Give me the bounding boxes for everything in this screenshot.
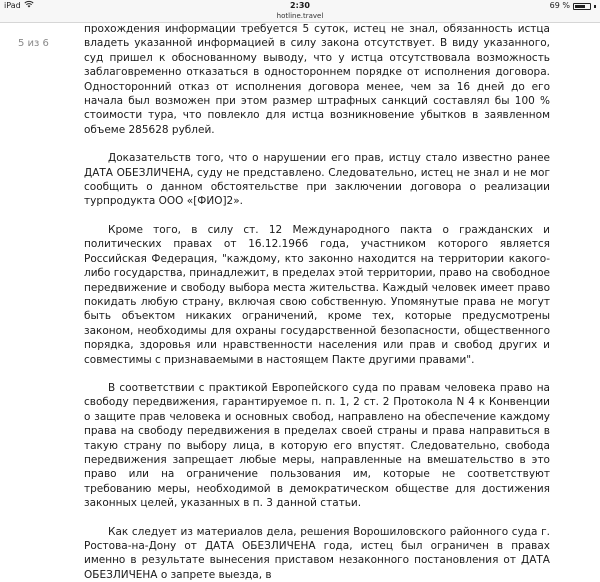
url-text[interactable]: hotline.travel (276, 12, 324, 20)
clock: 2:30 (290, 1, 310, 10)
paragraph-3: Кроме того, в силу ст. 12 Международного пакта о гражданских и политических правах от 16.12.1966 года, участником которого является Российская Федерация, "каждому, кто законно находится на территории какого-либо государства, принадлежит, в пределах этой территории, право на свободное передвижение и свободу выбора места жительства. Каждый человек имеет право покидать любую страну, включая свою собственную. Упомянутые права не могут быть объектом никаких ограничений, кроме тех, которые предусмотрены законом, необходимы для охраны государственной безопасности, общественного порядка, здоровья или нравственности населения или прав и свобод других и совместимы с признаваемыми в настоящем Пакте другими правами". (84, 223, 550, 366)
status-right (550, 0, 596, 12)
paragraph-4: В соответствии с практикой Европейского суда по правам человека право на свободу передвижения, гарантируемое п. п. 1, 2 ст. 2 Протокола N 4 к Конвенции о защите прав человека и основных свобод, направлено на обеспечение каждому права на свободу передвижения в пределах своей страны и права направиться в такую страну по выбору лица, в которую его впустят. Следовательно, свобода передвижения запрещает любые меры, направленные на вмешательство в это право или на ограничение пользования им, которые не соответствуют требованию меры, необходимой в демократическом обществе для достижения законных целей, указанных в п. 3 данной статьи. (84, 381, 550, 510)
page-counter: 5 из 6 (18, 38, 49, 49)
paragraph-2: Доказательств того, что о нарушении его прав, истцу стало известно ранее ДАТА ОБЕЗЛИЧЕНА, суду не представлено. Следовательно, истец не знал и не мог сообщить о данном обстоятельстве при заключении договора о реализации турпродукта ООО «[ФИО]2». (84, 152, 550, 208)
document-body (84, 22, 550, 582)
paragraph-5: Как следует из материалов дела, решения Ворошиловского районного суда г. Ростова-на-Дону от ДАТА ОБЕЗЛИЧЕНА года, истец был ограничен в правах именно в результате вынесения приставом незаконного постановления от ДАТА ОБЕЗЛИЧЕНА о запрете выезда, в (84, 525, 550, 581)
status-bar (0, 0, 600, 12)
battery-tip (594, 5, 596, 8)
paragraph-1: прохождения информации требуется 5 суток, истец не знал, обязанность истца владеть указанной информацией в силу закона отсутствует. В виду указанного, суд пришел к обоснованному выводу, что у истца отсутствовала возможность заблаговременно отказаться в одностороннем порядке от исполнения договора. Односторонний отказ от исполнения договора менее, чем за 16 дней до его начала был возможен при этом размер штрафных санкций составлял бы 100 % стоимости тура, что повлекло для истца возникновение убытков в заявленном объеме 285628 рублей. (84, 23, 550, 136)
battery-icon (573, 3, 591, 10)
battery-fill (575, 5, 585, 8)
battery-percent: 69 % (549, 1, 570, 10)
device-label: iPad (4, 1, 21, 10)
